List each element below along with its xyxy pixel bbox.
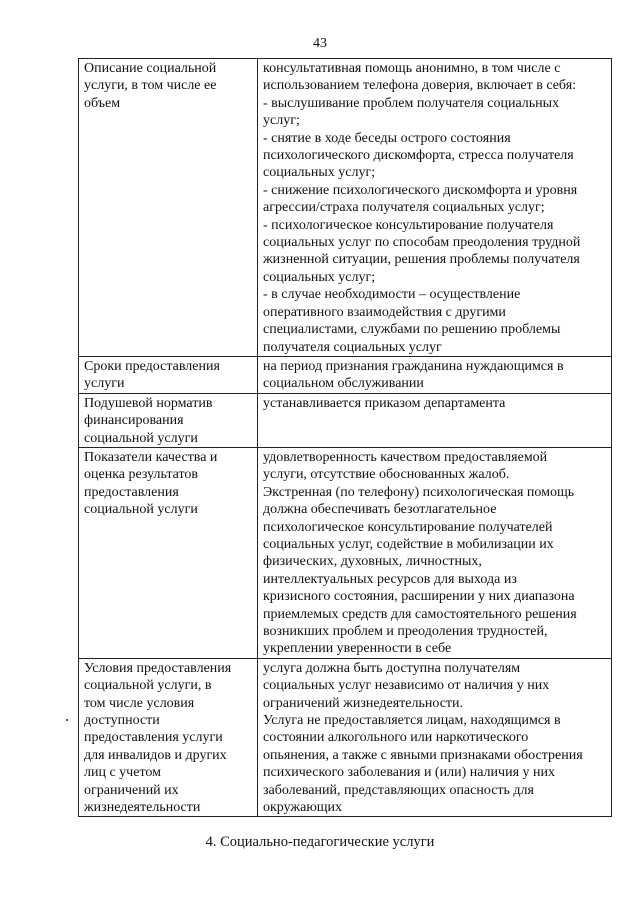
content-line: должна обеспечивать безотлагательное bbox=[263, 502, 497, 518]
content-line: кризисного состояния, расширении у них диапазона bbox=[263, 589, 575, 605]
content-line: интеллектуальных ресурсов для выхода из bbox=[263, 571, 517, 587]
content-line: устанавливается приказом департамента bbox=[263, 395, 506, 411]
label-line: объем bbox=[84, 95, 121, 111]
content-line: заболеваний, представляющих опасность для bbox=[263, 782, 534, 798]
label-line: социальной услуги, в bbox=[84, 678, 212, 694]
label-line: предоставления услуги bbox=[84, 730, 223, 746]
label-line: ограничений их bbox=[84, 782, 179, 798]
row-content bbox=[258, 658, 612, 817]
content-line: использованием телефона доверия, включает в себя: bbox=[263, 78, 577, 94]
content-line: на период признания гражданина нуждающимся в bbox=[263, 358, 564, 374]
content-line: услуга должна быть доступна получателям bbox=[263, 660, 521, 676]
content-line: социальных услуг; bbox=[263, 165, 376, 181]
content-line: жизненной ситуации, решения проблемы получателя bbox=[263, 252, 580, 268]
row-label bbox=[79, 59, 258, 357]
content-line: - снятие в ходе беседы острого состояния bbox=[263, 130, 511, 146]
row-label bbox=[79, 447, 258, 658]
label-line: Условия предоставления bbox=[84, 660, 232, 676]
content-line: получателя социальных услуг bbox=[263, 339, 442, 355]
content-line: специалистами, службами по решению проблемы bbox=[263, 322, 561, 338]
label-line: предоставления bbox=[84, 484, 179, 500]
content-line: - выслушивание проблем получателя социальных bbox=[263, 95, 560, 111]
content-line: - психологическое консультирование получателя bbox=[263, 217, 554, 233]
row-content bbox=[258, 356, 612, 393]
label-line: для инвалидов и других bbox=[84, 747, 227, 763]
table-row-quality bbox=[79, 447, 612, 658]
section-heading: 4. Социально-педагогические услуги bbox=[205, 834, 435, 850]
label-line: том числе условия bbox=[84, 695, 195, 711]
row-label bbox=[79, 356, 258, 393]
label-line: услуги bbox=[84, 376, 125, 392]
label-line: финансирования bbox=[84, 413, 184, 429]
row-label bbox=[79, 393, 258, 447]
row-content bbox=[258, 447, 612, 658]
table-row-terms bbox=[79, 356, 612, 393]
content-line: услуг; bbox=[263, 113, 300, 129]
label-line: лиц с учетом bbox=[84, 765, 161, 781]
row-label bbox=[79, 658, 258, 817]
content-line: консультативная помощь анонимно, в том числе с bbox=[263, 61, 561, 76]
label-line: оценка результатов bbox=[84, 467, 199, 483]
content-line: оперативного взаимодействия с другими bbox=[263, 304, 506, 320]
table-row-conditions bbox=[79, 658, 612, 817]
content-line: удовлетворенность качеством предоставляемой bbox=[263, 449, 548, 465]
row-content bbox=[258, 59, 612, 357]
content-line: психического заболевания и (или) наличия у них bbox=[263, 765, 555, 781]
label-line: доступности bbox=[84, 713, 160, 729]
content-line: психологическое консультирование получателей bbox=[263, 519, 553, 535]
services-table bbox=[78, 58, 612, 817]
content-line: агрессии/страха получателя социальных услуг; bbox=[263, 200, 545, 216]
content-line: опьянения, а также с явными признаками обострения bbox=[263, 747, 583, 763]
label-line: Описание социальной bbox=[84, 61, 217, 76]
content-line: состоянии алкогольного или наркотического bbox=[263, 730, 529, 746]
content-line: услуги, отсутствие обоснованных жалоб. bbox=[263, 467, 510, 483]
content-line: - снижение психологического дискомфорта и уровня bbox=[263, 182, 578, 198]
content-line: физических, духовных, личностных, bbox=[263, 554, 482, 570]
content-line: психологического дискомфорта, стресса получателя bbox=[263, 148, 574, 164]
content-line: социальных услуг независимо от наличия у них bbox=[263, 678, 550, 694]
page-number: 43 bbox=[313, 36, 327, 51]
label-line: Подушевой норматив bbox=[84, 395, 213, 411]
content-line: окружающих bbox=[263, 800, 343, 816]
table-row-funding bbox=[79, 393, 612, 447]
content-line: Экстренная (по телефону) психологическая помощь bbox=[263, 484, 575, 500]
content-line: социальных услуг, содействие в мобилизации их bbox=[263, 536, 554, 552]
label-line: социальной услуги bbox=[84, 502, 198, 518]
label-line: Сроки предоставления bbox=[84, 358, 220, 374]
table-row-description bbox=[79, 59, 612, 357]
content-line: социальных услуг по способам преодоления трудной bbox=[263, 235, 581, 251]
content-line: Услуга не предоставляется лицам, находящимся в bbox=[263, 713, 561, 729]
content-line: социальном обслуживании bbox=[263, 376, 424, 392]
label-line: Показатели качества и bbox=[84, 449, 218, 465]
content-line: ограничений жизнедеятельности. bbox=[263, 695, 464, 711]
margin-mark bbox=[66, 719, 68, 721]
label-line: жизнедеятельности bbox=[84, 800, 201, 816]
content-line: социальных услуг; bbox=[263, 269, 376, 285]
row-content bbox=[258, 393, 612, 447]
label-line: услуги, в том числе ее bbox=[84, 78, 217, 94]
content-line: укреплении уверенности в себе bbox=[263, 641, 452, 657]
content-line: - в случае необходимости – осуществление bbox=[263, 287, 521, 303]
content-line: возникших проблем и преодоления трудностей, bbox=[263, 624, 548, 639]
label-line: социальной услуги bbox=[84, 430, 198, 446]
content-line: приемлемых средств для самостоятельного решения bbox=[263, 606, 577, 622]
